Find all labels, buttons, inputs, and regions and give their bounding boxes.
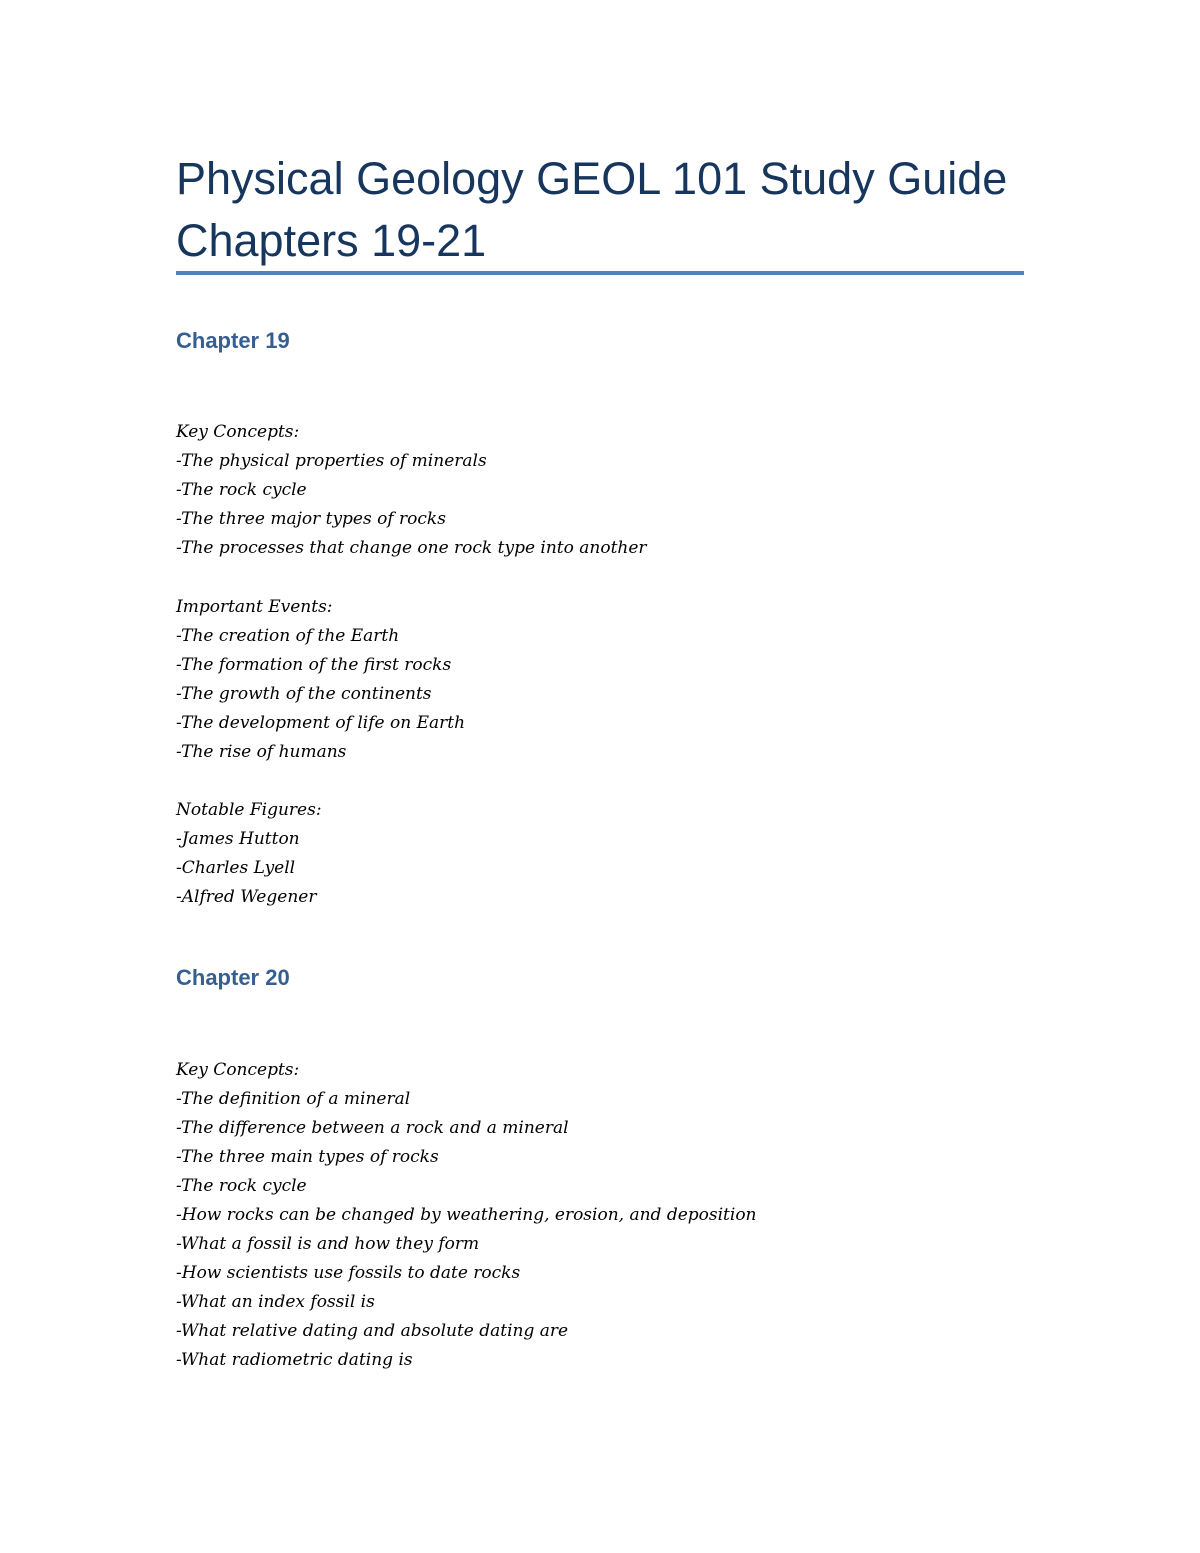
list-item: -What relative dating and absolute dating are bbox=[176, 1321, 569, 1341]
list-item: -The three major types of rocks bbox=[176, 509, 446, 529]
list-item: -James Hutton bbox=[176, 829, 300, 849]
chapter-19-key-concepts bbox=[176, 418, 647, 563]
document-title bbox=[176, 148, 1024, 272]
list-item: -The difference between a rock and a mineral bbox=[176, 1118, 569, 1138]
chapter-19-important-events bbox=[176, 593, 465, 767]
list-item: -The formation of the first rocks bbox=[176, 655, 452, 675]
section-label: Key Concepts: bbox=[176, 422, 300, 442]
chapter-20-heading: Chapter 20 bbox=[176, 965, 290, 990]
list-item: -How rocks can be changed by weathering, erosion, and deposition bbox=[176, 1205, 757, 1225]
section-label: Important Events: bbox=[176, 597, 333, 617]
list-item: -What radiometric dating is bbox=[176, 1350, 413, 1370]
list-item: -The creation of the Earth bbox=[176, 626, 400, 646]
section-label: Notable Figures: bbox=[176, 800, 322, 820]
title-line-2: Chapters 19-21 bbox=[176, 215, 487, 266]
list-item: -Alfred Wegener bbox=[176, 887, 317, 907]
section-label: Key Concepts: bbox=[176, 1060, 300, 1080]
chapter-19-heading: Chapter 19 bbox=[176, 328, 290, 353]
list-item: -The rock cycle bbox=[176, 480, 307, 500]
list-item: -What an index fossil is bbox=[176, 1292, 375, 1312]
list-item: -The processes that change one rock type into another bbox=[176, 538, 647, 558]
list-item: -How scientists use fossils to date rocks bbox=[176, 1263, 521, 1283]
list-item: -What a fossil is and how they form bbox=[176, 1234, 480, 1254]
list-item: -Charles Lyell bbox=[176, 858, 296, 878]
list-item: -The rise of humans bbox=[176, 742, 347, 762]
list-item: -The rock cycle bbox=[176, 1176, 307, 1196]
list-item: -The growth of the continents bbox=[176, 684, 432, 704]
list-item: -The development of life on Earth bbox=[176, 713, 466, 733]
title-line-1: Physical Geology GEOL 101 Study Guide bbox=[176, 153, 1008, 204]
list-item: -The three main types of rocks bbox=[176, 1147, 439, 1167]
chapter-20-key-concepts bbox=[176, 1056, 757, 1375]
list-item: -The physical properties of minerals bbox=[176, 451, 487, 471]
chapter-19-notable-figures bbox=[176, 796, 322, 912]
title-underline-rule bbox=[176, 271, 1024, 275]
list-item: -The definition of a mineral bbox=[176, 1089, 411, 1109]
